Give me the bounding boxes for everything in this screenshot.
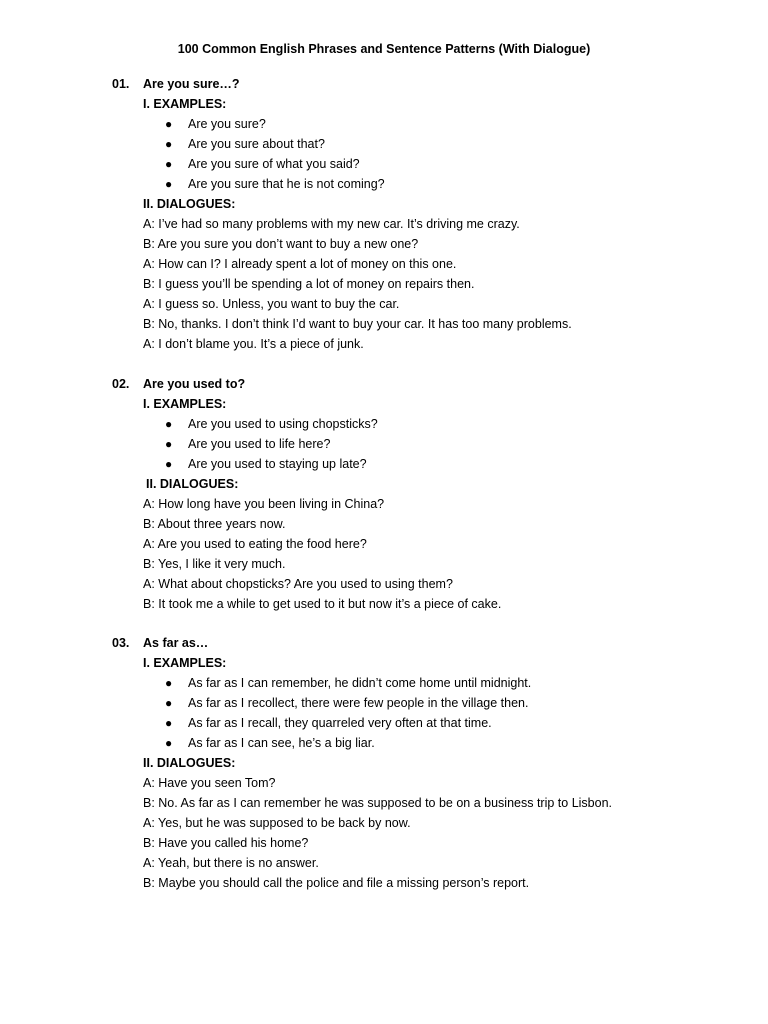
dialogues-label: II. DIALOGUES: <box>143 756 236 770</box>
dialogue-line: A: Yes, but he was supposed to be back by now. <box>143 816 411 830</box>
section-number: 02. <box>112 377 130 391</box>
section-01 <box>112 74 732 354</box>
examples-label: I. EXAMPLES: <box>143 397 227 411</box>
section-03 <box>112 633 732 893</box>
bullet-icon: ● <box>165 157 173 171</box>
bullet-icon: ● <box>165 696 173 710</box>
dialogue-line: B: About three years now. <box>143 517 286 531</box>
section-heading <box>112 74 732 94</box>
section-phrase: Are you used to? <box>143 377 246 391</box>
section-02 <box>112 374 732 614</box>
bullet-icon: ● <box>165 736 173 750</box>
bullet-icon: ● <box>165 437 173 451</box>
dialogues-label: II. DIALOGUES: <box>143 197 236 211</box>
dialogue-line: A: I don’t blame you. It’s a piece of junk. <box>143 337 364 351</box>
dialogue-line: A: How can I? I already spent a lot of money on this one. <box>143 257 457 271</box>
bullet-icon: ● <box>165 716 173 730</box>
example-item: ● As far as I recall, they quarreled very often at that time. <box>112 713 732 733</box>
examples-label: I. EXAMPLES: <box>143 97 227 111</box>
dialogue-line: A: Yeah, but there is no answer. <box>143 856 319 870</box>
dialogue-line: A: I guess so. Unless, you want to buy the car. <box>143 297 400 311</box>
bullet-icon: ● <box>165 417 173 431</box>
example-item: ● As far as I can see, he’s a big liar. <box>112 733 732 753</box>
example-item: ● As far as I can remember, he didn’t come home until midnight. <box>112 673 732 693</box>
example-item: ● Are you sure of what you said? <box>112 154 732 174</box>
example-item: ● Are you used to using chopsticks? <box>112 414 732 434</box>
section-phrase: As far as… <box>143 636 209 650</box>
dialogue-line: A: How long have you been living in China? <box>143 497 385 511</box>
dialogue-line: B: It took me a while to get used to it but now it’s a piece of cake. <box>143 597 502 611</box>
example-item: ● Are you sure that he is not coming? <box>112 174 732 194</box>
dialogues-label: II. DIALOGUES: <box>146 477 239 491</box>
section-heading <box>112 633 732 653</box>
dialogue-line: A: I’ve had so many problems with my new car. It’s driving me crazy. <box>143 217 520 231</box>
dialogue-line: A: Are you used to eating the food here? <box>143 537 367 551</box>
section-number: 01. <box>112 77 130 91</box>
dialogue-line: A: What about chopsticks? Are you used to using them? <box>143 577 453 591</box>
example-item: ● Are you sure? <box>112 114 732 134</box>
dialogue-line: A: Have you seen Tom? <box>143 776 276 790</box>
bullet-icon: ● <box>165 177 173 191</box>
bullet-icon: ● <box>165 457 173 471</box>
dialogue-line: B: Maybe you should call the police and file a missing person’s report. <box>143 876 530 890</box>
bullet-icon: ● <box>165 676 173 690</box>
example-item: ● Are you used to life here? <box>112 434 732 454</box>
bullet-icon: ● <box>165 137 173 151</box>
dialogue-line: B: Yes, I like it very much. <box>143 557 286 571</box>
dialogue-line: B: Are you sure you don’t want to buy a new one? <box>143 237 419 251</box>
examples-label: I. EXAMPLES: <box>143 656 227 670</box>
dialogue-line: B: I guess you’ll be spending a lot of money on repairs then. <box>143 277 475 291</box>
dialogue-line: B: No, thanks. I don’t think I’d want to buy your car. It has too many problems. <box>143 317 572 331</box>
section-phrase: Are you sure…? <box>143 77 240 91</box>
section-heading <box>112 374 732 394</box>
section-number: 03. <box>112 636 130 650</box>
example-item: ● Are you sure about that? <box>112 134 732 154</box>
example-item: ● Are you used to staying up late? <box>112 454 732 474</box>
example-item: ● As far as I recollect, there were few people in the village then. <box>112 693 732 713</box>
dialogue-line: B: Have you called his home? <box>143 836 309 850</box>
dialogue-line: B: No. As far as I can remember he was supposed to be on a business trip to Lisbon. <box>143 796 613 810</box>
document-title: 100 Common English Phrases and Sentence Patterns (With Dialogue) <box>177 42 591 56</box>
bullet-icon: ● <box>165 117 173 131</box>
